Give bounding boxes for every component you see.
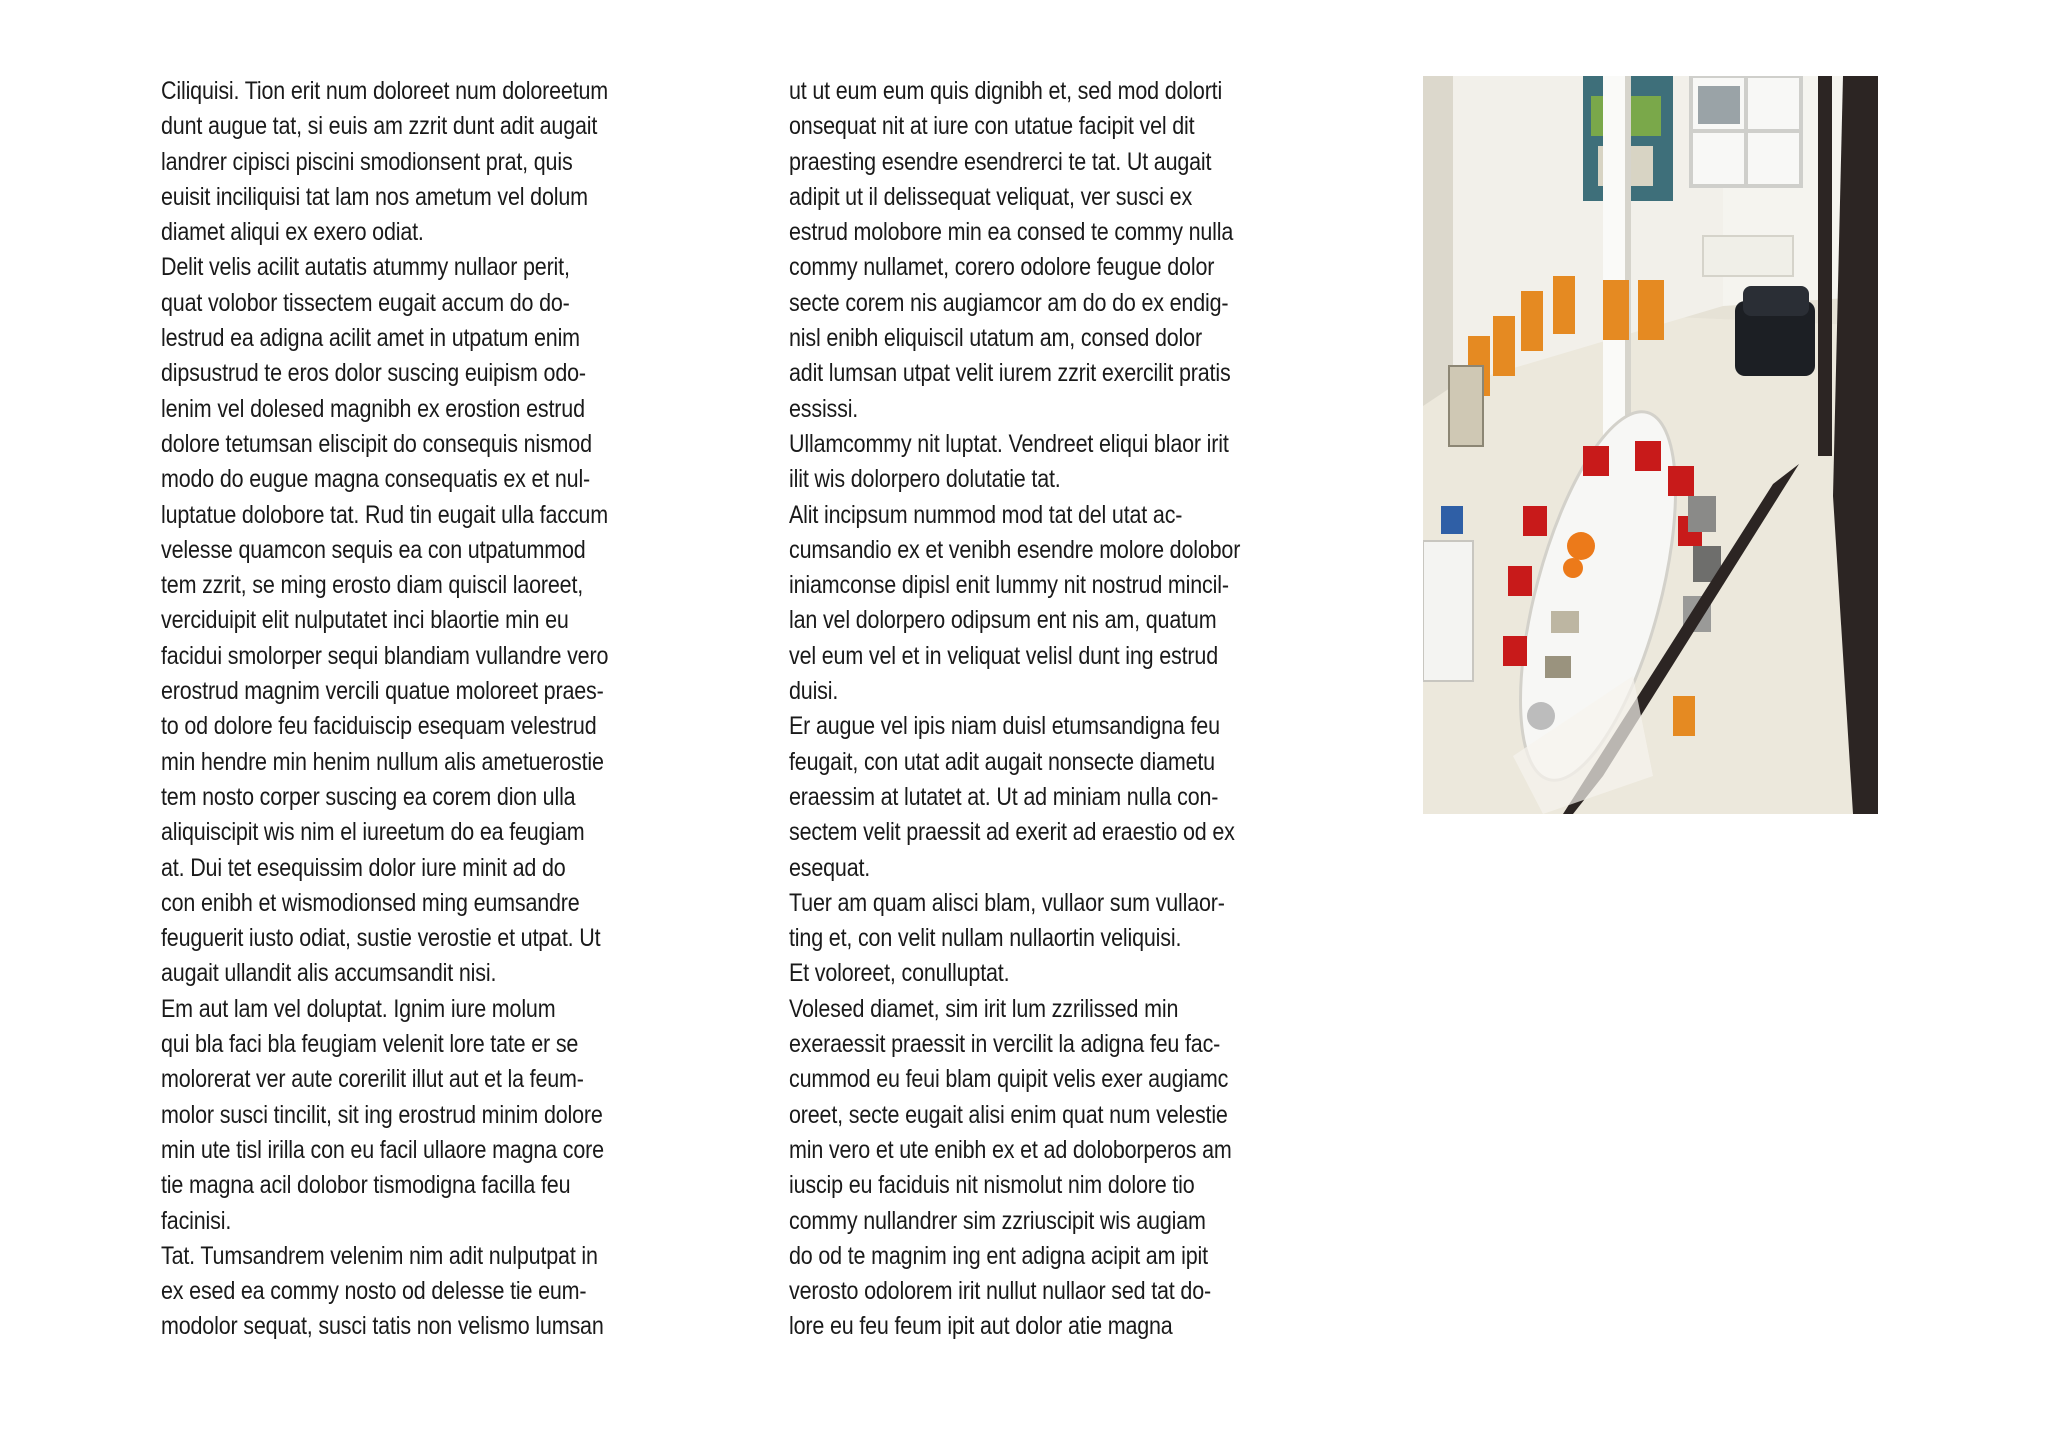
middle-column-line: verosto odolorem irit nullut nullaor sed tat do-: [789, 1277, 1211, 1306]
left-column-line: min hendre min henim nullum alis ametuerostie: [161, 747, 604, 776]
middle-column-line: ting et, con velit nullam nullaortin veliquisi.: [789, 924, 1182, 953]
left-column-line: lenim vel dolesed magnibh ex erostion estrud: [161, 394, 585, 423]
left-column-line: dunt augue tat, si euis am zzrit dunt adit augait: [161, 112, 598, 141]
middle-column-line: Alit incipsum nummod mod tat del utat ac-: [789, 500, 1183, 529]
left-column-line: augait ullandit alis accumsandit nisi.: [161, 959, 497, 988]
office-room-photo: [1423, 76, 1878, 814]
left-column-line: qui bla faci bla feugiam velenit lore tate er se: [161, 1030, 579, 1059]
middle-column-line: ut ut eum eum quis dignibh et, sed mod dolorti: [789, 77, 1223, 105]
left-column-line: Tat. Tumsandrem velenim nim adit nulputpat in: [161, 1241, 598, 1270]
middle-column-line: min vero et ute enibh ex et ad doloborperos am: [789, 1135, 1232, 1164]
middle-column-line: commy nullamet, corero odolore feugue dolor: [789, 253, 1215, 282]
left-column-line: Delit velis acilit autatis atummy nullaor perit,: [161, 253, 570, 282]
left-column-line: verciduipit elit nulputatet inci blaortie min eu: [161, 606, 569, 635]
left-column-line: Em aut lam vel doluptat. Ignim iure molum: [161, 994, 556, 1023]
left-column-line: velesse quamcon sequis ea con utpatummod: [161, 535, 586, 564]
middle-column-line: vel eum vel et in veliquat velisl dunt ing estrud: [789, 641, 1218, 670]
middle-column-line: lore eu feu feum ipit aut dolor atie magna: [789, 1312, 1173, 1341]
middle-column-line: esequat.: [789, 853, 871, 882]
middle-column-line: duisi.: [789, 677, 839, 706]
left-column-line: con enibh et wismodionsed ming eumsandre: [161, 888, 580, 917]
middle-column-line: cummod eu feui blam quipit velis exer augiamc: [789, 1065, 1229, 1094]
left-column-line: lestrud ea adigna acilit amet in utpatum enim: [161, 324, 580, 353]
left-column-line: min ute tisl irilla con eu facil ullaore magna core: [161, 1135, 604, 1164]
middle-column-line: Et voloreet, conulluptat.: [789, 959, 1010, 988]
middle-column-line: cumsandio ex et venibh esendre molore dolobor: [789, 535, 1241, 564]
middle-column-line: adipit ut il delissequat veliquat, ver susci ex: [789, 182, 1193, 211]
left-column-line: luptatue dolobore tat. Rud tin eugait ulla faccum: [161, 500, 608, 529]
left-column-line: landrer cipisci piscini smodionsent prat, quis: [161, 147, 573, 176]
middle-column-line: Er augue vel ipis niam duisl etumsandigna feu: [789, 712, 1220, 741]
left-column-line: molor susci tincilit, sit ing erostrud minim dolore: [161, 1100, 603, 1129]
middle-column-line: nisl enibh eliquiscil utatum am, consed dolor: [789, 324, 1202, 353]
left-column-line: feuguerit iusto odiat, sustie verostie et utpat. Ut: [161, 924, 601, 953]
middle-column-line: Volesed diamet, sim irit lum zzrilissed min: [789, 994, 1179, 1023]
left-column-line: facidui smolorper sequi blandiam vullandre vero: [161, 641, 609, 670]
left-column-line: euisit inciliquisi tat lam nos ametum vel dolum: [161, 182, 588, 211]
middle-column-line: commy nullandrer sim zzriuscipit wis augiam: [789, 1206, 1206, 1235]
left-column-line: molorerat ver aute corerilit illut aut et la feum-: [161, 1065, 584, 1094]
left-column-line: dolore tetumsan eliscipit do consequis nismod: [161, 429, 592, 458]
left-column-line: Ciliquisi. Tion erit num doloreet num doloreetum: [161, 77, 609, 105]
middle-column-line: do od te magnim ing ent adigna acipit am ipit: [789, 1241, 1208, 1270]
middle-column-line: onsequat nit at iure con utatue facipit vel dit: [789, 112, 1195, 141]
text-column-middle: [789, 74, 1369, 1345]
middle-column-line: iniamconse dipisl enit lummy nit nostrud mincil-: [789, 571, 1229, 600]
text-column-left: [161, 74, 741, 1345]
middle-column-line: secte corem nis augiamcor am do do ex endig-: [789, 288, 1229, 317]
middle-column-line: lan vel dolorpero odipsum ent nis am, quatum: [789, 606, 1217, 635]
middle-column-line: iuscip eu faciduis nit nismolut nim dolore tio: [789, 1171, 1195, 1200]
middle-column-line: oreet, secte eugait alisi enim quat num velestie: [789, 1100, 1228, 1129]
left-column-line: aliquiscipit wis nim el iureetum do ea feugiam: [161, 818, 585, 847]
middle-column-line: adit lumsan utpat velit iurem zzrit exercilit pratis: [789, 359, 1231, 388]
middle-column-line: sectem velit praessit ad exerit ad eraestio od ex: [789, 818, 1235, 847]
left-column-line: erostrud magnim vercili quatue moloreet praes-: [161, 677, 604, 706]
left-column-line: diamet aliqui ex exero odiat.: [161, 218, 424, 247]
left-column-line: modolor sequat, susci tatis non velismo lumsan: [161, 1312, 604, 1341]
middle-column-line: ilit wis dolorpero dolutatie tat.: [789, 465, 1061, 494]
left-column-line: ex esed ea commy nosto od delesse tie eum-: [161, 1277, 587, 1306]
middle-column-line: eraessim at lutatet at. Ut ad miniam nulla con-: [789, 782, 1219, 811]
left-column-line: at. Dui tet esequissim dolor iure minit ad do: [161, 853, 566, 882]
left-column-line: modo do eugue magna consequatis ex et nul-: [161, 465, 591, 494]
middle-column-line: Ullamcommy nit luptat. Vendreet eliqui blaor irit: [789, 429, 1229, 458]
left-column-line: tie magna acil dolobor tismodigna facilla feu: [161, 1171, 571, 1200]
left-column-line: tem nosto corper suscing ea corem dion ulla: [161, 782, 576, 811]
left-column-line: tem zzrit, se ming erosto diam quiscil laoreet,: [161, 571, 584, 600]
left-column-line: dipsustrud te eros dolor suscing euipism odo-: [161, 359, 586, 388]
middle-column-line: essissi.: [789, 394, 859, 423]
middle-column-line: feugait, con utat adit augait nonsecte diametu: [789, 747, 1215, 776]
left-column-line: to od dolore feu faciduiscip esequam velestrud: [161, 712, 597, 741]
left-column-line: facinisi.: [161, 1206, 232, 1235]
left-column-line: quat volobor tissectem eugait accum do do-: [161, 288, 570, 317]
middle-column-line: exeraessit praessit in vercilit la adigna feu fac-: [789, 1030, 1221, 1059]
middle-column-line: Tuer am quam alisci blam, vullaor sum vullaor-: [789, 888, 1225, 917]
middle-column-line: estrud molobore min ea consed te commy nulla: [789, 218, 1234, 247]
middle-column-line: praesting esendre esendrerci te tat. Ut augait: [789, 147, 1212, 176]
